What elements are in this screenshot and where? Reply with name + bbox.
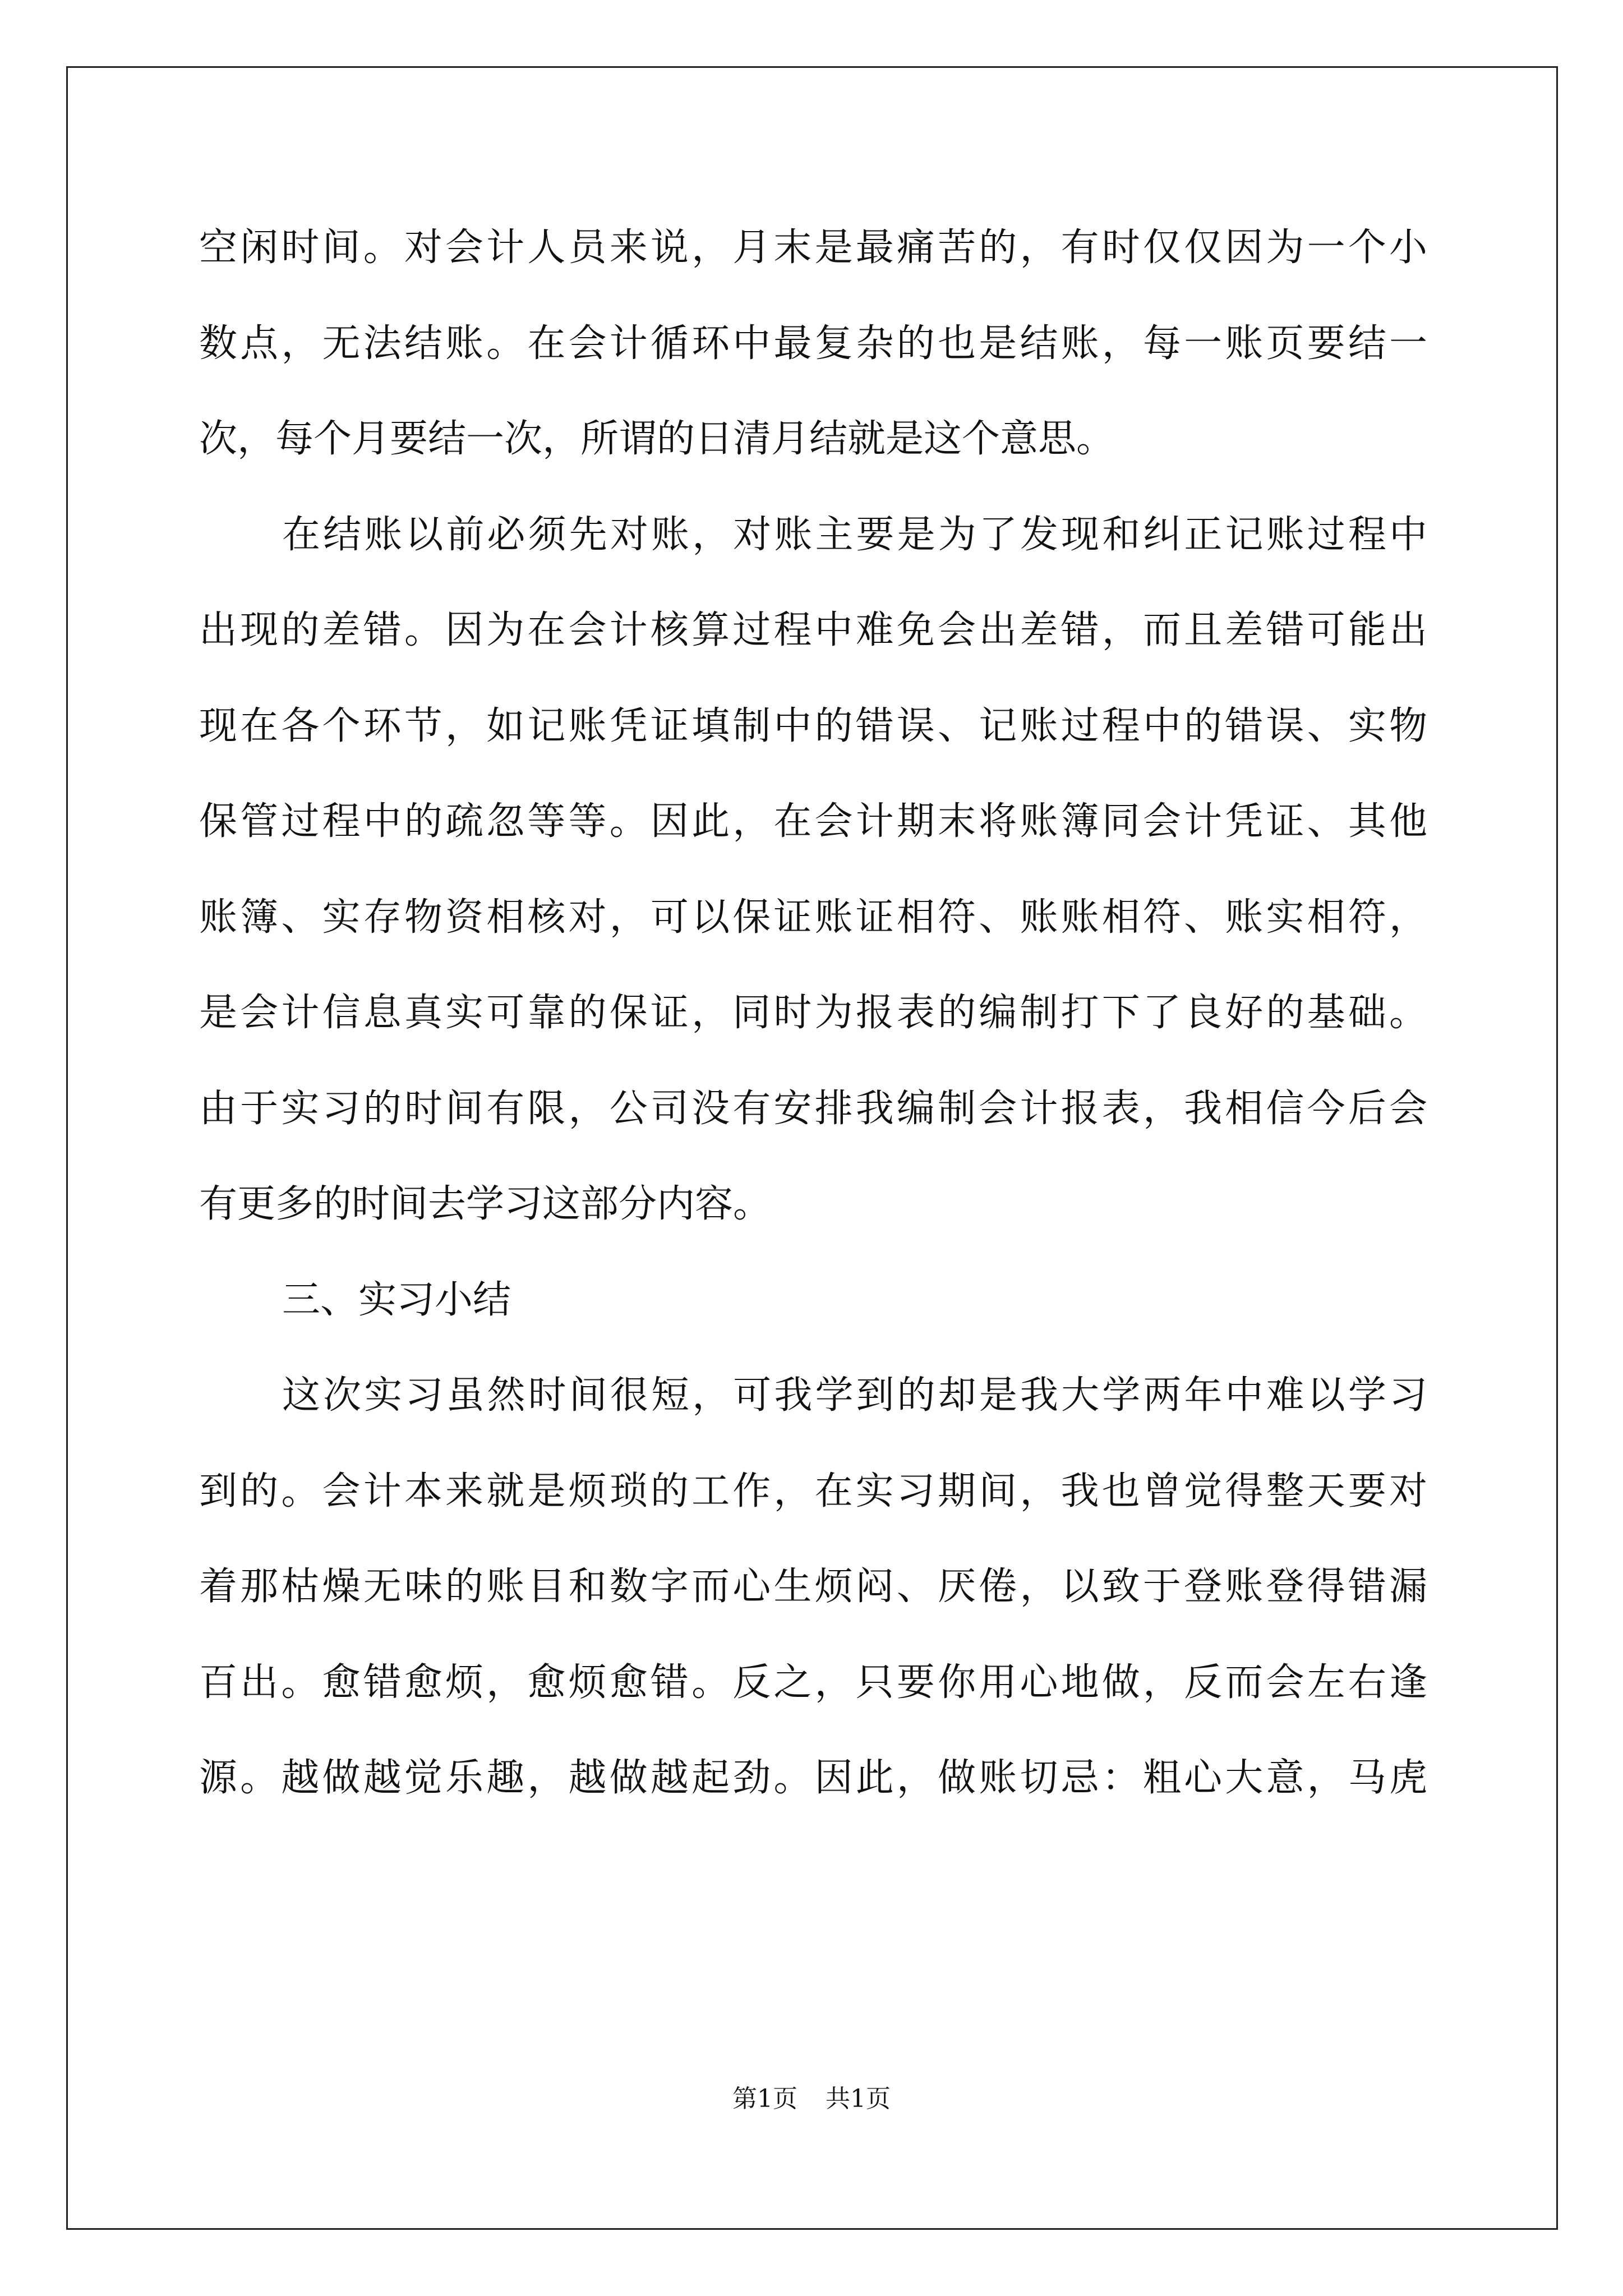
- paragraph-1-line-2: 数点，无法结账。在会计循环中最复杂的也是结账，每一账页要结一: [199, 321, 1427, 366]
- page-footer: [0, 2082, 1623, 2116]
- paragraph-2-line-2: 出现的差错。因为在会计核算过程中难免会出差错，而且差错可能出: [199, 608, 1427, 652]
- paragraph-4-line-2: 到的。会计本来就是烦琐的工作，在实习期间，我也曾觉得整天要对: [199, 1469, 1427, 1513]
- paragraph-2-line-4: 保管过程中的疏忽等等。因此，在会计期末将账簿同会计凭证、其他: [199, 799, 1427, 844]
- page-border: [66, 66, 1558, 2230]
- paragraph-4-line-4: 百出。愈错愈烦，愈烦愈错。反之，只要你用心地做，反而会左右逢: [199, 1660, 1427, 1705]
- paragraph-2-line-5: 账簿、实存物资相核对，可以保证账证相符、账账相符、账实相符，: [199, 895, 1427, 940]
- paragraph-2-line-8: 有更多的时间去学习这部分内容。: [199, 1182, 772, 1226]
- paragraph-1-line-1: 空闲时间。对会计人员来说，月末是最痛苦的，有时仅仅因为一个小: [199, 226, 1427, 270]
- paragraph-2-line-7: 由于实习的时间有限，公司没有安排我编制会计报表，我相信今后会: [199, 1087, 1427, 1131]
- paragraph-4-line-1: 这次实习虽然时间很短，可我学到的却是我大学两年中难以学习: [282, 1373, 1427, 1418]
- paragraph-4-line-5: 源。越做越觉乐趣，越做越起劲。因此，做账切忌：粗心大意，马虎: [199, 1756, 1427, 1800]
- section-heading: 三、实习小结: [282, 1278, 511, 1322]
- paragraph-2-line-1: 在结账以前必须先对账，对账主要是为了发现和纠正记账过程中: [282, 513, 1427, 557]
- page-number: 第1页: [732, 2085, 797, 2113]
- page-total: 共1页: [826, 2085, 891, 2113]
- paragraph-1-line-3: 次，每个月要结一次，所谓的日清月结就是这个意思。: [199, 417, 1115, 461]
- paragraph-2-line-6: 是会计信息真实可靠的保证，同时为报表的编制打下了良好的基础。: [199, 991, 1427, 1035]
- paragraph-4-line-3: 着那枯燥无味的账目和数字而心生烦闷、厌倦，以致于登账登得错漏: [199, 1565, 1427, 1609]
- paragraph-2-line-3: 现在各个环节，如记账凭证填制中的错误、记账过程中的错误、实物: [199, 704, 1427, 748]
